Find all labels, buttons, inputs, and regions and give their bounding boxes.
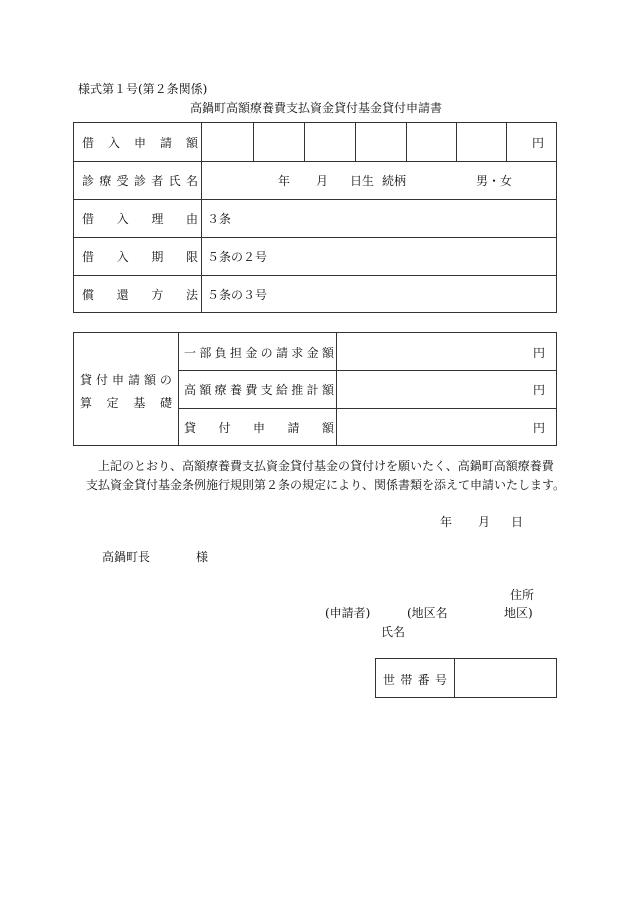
basis-group-line2: 算 定 基 礎 [80,396,172,410]
reason-value[interactable]: ３条 [207,212,232,226]
partial-burden-label: 一 部 負 担 金 の 請 求 金 額 [184,346,334,360]
partial-burden-row [178,333,556,371]
partial-burden-input[interactable] [336,333,557,370]
birth-year: 年 [278,174,291,188]
household-number-label: 世 帯 番 号 [383,673,447,687]
birth-day: 日生 [350,174,375,188]
amount-digit-cell[interactable] [253,123,305,161]
amount-yen-cell[interactable] [506,123,556,161]
period-label: 借 入 期 限 [82,250,198,264]
loan-request-label: 貸 付 申 請 額 [184,421,334,435]
repay-label: 償 還 方 法 [82,288,198,302]
household-number-box [375,658,557,698]
yen-unit: 円 [532,346,545,360]
household-number-input[interactable] [454,659,557,697]
loan-info-table [73,122,557,313]
estimated-benefit-label: 高 額 療 養 費 支 給 推 計 額 [184,383,334,397]
addressee: 高鍋町長 [102,550,151,564]
period-value[interactable]: ５条の２号 [207,250,268,264]
estimated-benefit-row [178,370,556,409]
district-open: (地区名 [407,606,448,620]
relation-label: 続柄 [382,174,407,188]
addressee-suffix: 様 [196,550,209,564]
patient-name-label: 診 療 受 診 者 氏 名 [82,174,198,188]
basis-group-label [74,333,179,445]
birth-month: 月 [316,174,329,188]
amount-digit-cell[interactable] [456,123,507,161]
name-label: 氏名 [381,625,406,639]
estimated-benefit-input[interactable] [336,370,557,408]
reason-label: 借 入 理 由 [82,212,198,226]
form-title: 高鍋町高額療養費支払資金貸付基金貸付申請書 [190,101,443,115]
basis-group-line1: 貸 付 申 請 額 の [80,373,172,387]
statement-line-1: 上記のとおり、高額療養費支払資金貸付基金の貸付けを願いたく、高鍋町高額療養費 [98,459,554,473]
period-row [74,237,556,276]
yen-unit: 円 [531,136,544,150]
amount-digit-cell[interactable] [202,123,254,161]
loan-amount-label: 借 入 申 請 額 [82,136,198,150]
date-day: 日 [511,515,524,529]
form-number: 様式第１号(第２条関係) [78,82,208,96]
amount-digit-cell[interactable] [304,123,356,161]
date-year: 年 [440,515,453,529]
amount-digit-cell[interactable] [355,123,407,161]
repay-value[interactable]: ５条の３号 [207,288,268,302]
yen-unit: 円 [532,383,545,397]
reason-row [74,199,556,238]
repay-row [74,275,556,312]
yen-unit: 円 [532,421,545,435]
loan-request-row [178,408,556,445]
district-close: 地区) [504,606,533,620]
applicant-label: (申請者) [325,606,371,620]
statement-line-2: 支払資金貸付基金条例施行規則第２条の規定により、関係書類を添えて申請いたします。 [86,478,566,492]
address-label: 住所 [510,588,535,602]
gender-choice[interactable]: 男・女 [476,174,513,188]
calculation-basis-table [73,332,557,446]
loan-request-input[interactable] [336,408,557,445]
amount-digit-cell[interactable] [406,123,457,161]
date-month: 月 [478,515,491,529]
patient-name-row [74,161,556,200]
loan-amount-row [74,123,556,162]
